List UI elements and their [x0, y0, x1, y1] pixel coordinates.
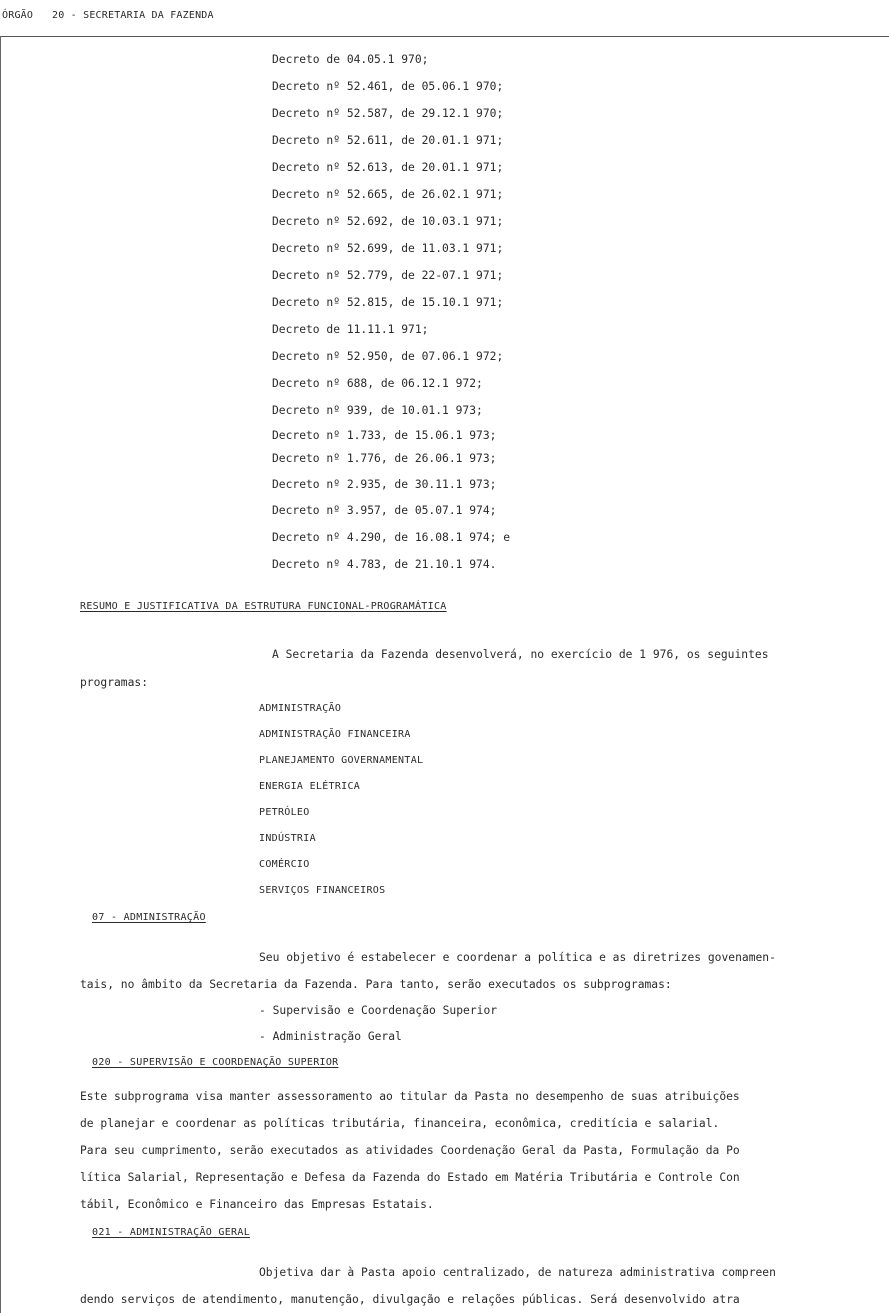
- orgao-label: ÓRGÃO: [2, 10, 34, 21]
- decreto-item: Decreto nº 939, de 10.01.1 973;: [272, 404, 483, 417]
- section-021-line1: Objetiva dar à Pasta apoio centralizado, de natureza administrativa compreen: [259, 1266, 776, 1279]
- programa-item: ENERGIA ELÉTRICA: [259, 781, 361, 792]
- decreto-item: Decreto de 04.05.1 970;: [272, 53, 429, 66]
- decreto-item: Decreto nº 1.776, de 26.06.1 973;: [272, 452, 497, 465]
- programa-item: PLANEJAMENTO GOVERNAMENTAL: [259, 755, 424, 766]
- decreto-item: Decreto nº 1.733, de 15.06.1 973;: [272, 429, 497, 442]
- subprograma-item: - Supervisão e Coordenação Superior: [259, 1004, 498, 1017]
- decreto-item: Decreto nº 52.665, de 26.02.1 971;: [272, 188, 504, 201]
- decreto-item: Decreto nº 4.290, de 16.08.1 974; e: [272, 531, 511, 544]
- decreto-item: Decreto nº 52.611, de 20.01.1 971;: [272, 134, 504, 147]
- section-021-line2: dendo serviços de atendimento, manutenção, divulgação e relações públicas. Será desenvolvido atra: [80, 1293, 740, 1306]
- decreto-item: Decreto nº 52.815, de 15.10.1 971;: [272, 296, 504, 309]
- subprograma-item: - Administração Geral: [259, 1030, 402, 1043]
- decreto-item: Decreto nº 52.587, de 29.12.1 970;: [272, 107, 504, 120]
- section-020-line: tábil, Econômico e Financeiro das Empresas Estatais.: [80, 1198, 434, 1211]
- programa-item: ADMINISTRAÇÃO: [259, 703, 342, 714]
- resumo-heading: RESUMO E JUSTIFICATIVA DA ESTRUTURA FUNCIONAL-PROGRAMÁTICA: [80, 601, 447, 612]
- section-021-heading: 021 - ADMINISTRAÇÃO GERAL: [92, 1227, 251, 1238]
- decreto-item: Decreto de 11.11.1 971;: [272, 323, 429, 336]
- section-020-line: de planejar e coordenar as políticas tributária, financeira, econômica, creditícia e salarial.: [80, 1117, 720, 1130]
- secretaria-title: 20 - SECRETARIA DA FAZENDA: [52, 10, 214, 21]
- programa-item: INDÚSTRIA: [259, 833, 316, 844]
- programa-item: ADMINISTRAÇÃO FINANCEIRA: [259, 729, 411, 740]
- decreto-item: Decreto nº 52.950, de 07.06.1 972;: [272, 350, 504, 363]
- section-07-heading: 07 - ADMINISTRAÇÃO: [92, 912, 206, 923]
- resumo-intro-line2: programas:: [80, 676, 149, 689]
- section-020-heading: 020 - SUPERVISÃO E COORDENAÇÃO SUPERIOR: [92, 1057, 339, 1068]
- decreto-item: Decreto nº 52.613, de 20.01.1 971;: [272, 161, 504, 174]
- decreto-item: Decreto nº 2.935, de 30.11.1 973;: [272, 478, 497, 491]
- decreto-item: Decreto nº 52.461, de 05.06.1 970;: [272, 80, 504, 93]
- resumo-intro-line1: A Secretaria da Fazenda desenvolverá, no exercício de 1 976, os seguintes: [272, 648, 769, 661]
- decreto-item: Decreto nº 52.692, de 10.03.1 971;: [272, 215, 504, 228]
- left-margin-rule: [0, 36, 1, 1313]
- programa-item: PETRÓLEO: [259, 807, 310, 818]
- decreto-item: Decreto nº 688, de 06.12.1 972;: [272, 377, 483, 390]
- section-020-line: lítica Salarial, Representação e Defesa da Fazenda do Estado em Matéria Tributária e Controle Con: [80, 1171, 740, 1184]
- section-020-line: Para seu cumprimento, serão executados as atividades Coordenação Geral da Pasta, Formulação da Po: [80, 1144, 740, 1157]
- programa-item: SERVIÇOS FINANCEIROS: [259, 885, 386, 896]
- decreto-item: Decreto nº 52.699, de 11.03.1 971;: [272, 242, 504, 255]
- section-07-line1: Seu objetivo é estabelecer e coordenar a política e as diretrizes govenamen-: [259, 951, 776, 964]
- programa-item: COMÉRCIO: [259, 859, 310, 870]
- section-07-line2: tais, no âmbito da Secretaria da Fazenda. Para tanto, serão executados os subprogramas:: [80, 978, 672, 991]
- decreto-item: Decreto nº 3.957, de 05.07.1 974;: [272, 504, 497, 517]
- decreto-item: Decreto nº 52.779, de 22-07.1 971;: [272, 269, 504, 282]
- page-header: [0, 0, 889, 37]
- decreto-item: Decreto nº 4.783, de 21.10.1 974.: [272, 558, 497, 571]
- section-020-line: Este subprograma visa manter assessoramento ao titular da Pasta no desempenho de suas atribuições: [80, 1090, 740, 1103]
